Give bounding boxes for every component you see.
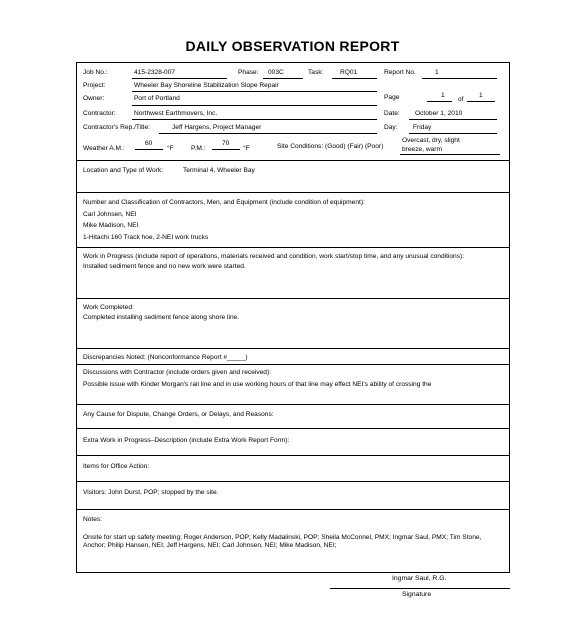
site-conditions-line1[interactable]: Overcast, dry, slight xyxy=(402,137,460,144)
day-label: Day: xyxy=(384,124,398,131)
work-in-progress-label: Work in Progress (include report of operations, materials received and condition, work start/stop time, and any unusual conditions): xyxy=(83,253,465,260)
weather-pm-unit: °F xyxy=(243,145,250,152)
signature-label: Signature xyxy=(402,591,432,598)
location-label: Location and Type of Work: xyxy=(83,167,164,174)
weather-am-label: Weather A.M.: xyxy=(83,145,125,152)
contractors-line-1[interactable]: Carl Johnsen, NEI xyxy=(83,211,137,218)
owner-label: Owner: xyxy=(83,95,105,102)
signature-line[interactable] xyxy=(330,588,510,589)
divider xyxy=(77,298,509,299)
day-underline xyxy=(409,133,497,134)
page-of-label: of xyxy=(458,96,464,103)
weather-pm-value[interactable]: 70 xyxy=(222,140,230,147)
project-value[interactable]: Wheeler Bay Shoreline Stabilization Slope Repair xyxy=(134,82,279,89)
location-value[interactable]: Terminal 4, Wheeler Bay xyxy=(183,167,255,174)
phase-label: Phase: xyxy=(238,69,259,76)
office-action-label: Items for Office Action: xyxy=(83,463,150,470)
report-no-underline xyxy=(422,78,497,79)
contractors-label: Number and Classification of Contractors, Men, and Equipment (include condition of equipment): xyxy=(83,199,365,206)
weather-am-underline xyxy=(135,149,163,150)
owner-value[interactable]: Port of Portland xyxy=(134,95,180,102)
report-no-label: Report No. xyxy=(384,69,416,76)
page-num-value[interactable]: 1 xyxy=(441,92,445,99)
divider xyxy=(77,192,509,193)
page-title: DAILY OBSERVATION REPORT xyxy=(185,38,400,54)
work-in-progress-value[interactable]: Installed sediment fence and no new work were started. xyxy=(83,263,246,270)
task-underline xyxy=(332,78,377,79)
divider xyxy=(77,348,509,349)
contractor-underline xyxy=(132,119,377,120)
notes-label: Notes: xyxy=(83,516,103,523)
day-value[interactable]: Friday xyxy=(413,124,432,131)
contractor-label: Contractor: xyxy=(83,110,116,117)
date-value[interactable]: October 1, 2010 xyxy=(415,110,463,117)
rep-underline xyxy=(159,133,377,134)
project-underline xyxy=(132,91,377,92)
weather-am-unit: °F xyxy=(167,145,174,152)
date-label: Date: xyxy=(384,110,400,117)
job-no-label: Job No.: xyxy=(83,69,108,76)
discussions-label: Discussions with Contractor (include orders given and received): xyxy=(83,369,272,376)
page-total-underline xyxy=(467,101,495,102)
discrepancies-label: Discrepancies Noted: (Nonconformance Report #_____) xyxy=(83,354,248,361)
page-label: Page xyxy=(384,94,400,101)
weather-am-value[interactable]: 60 xyxy=(145,140,153,147)
site-conditions-line2[interactable]: breeze, warm xyxy=(402,146,442,153)
phase-underline xyxy=(263,78,303,79)
site-conditions-label: Site Conditions: (Good) (Fair) (Poor) xyxy=(277,143,384,150)
date-underline xyxy=(409,119,497,120)
visitors-label: Visitors: John Durst, POP; stopped by the site. xyxy=(83,489,219,496)
rep-value[interactable]: Jeff Hargens, Project Manager xyxy=(172,124,262,131)
report-no-value[interactable]: 1 xyxy=(435,69,439,76)
work-completed-label: Work Completed: xyxy=(83,304,134,311)
rep-label: Contractor's Rep./Title: xyxy=(83,124,150,131)
extra-work-label: Extra Work in Progress–Description (include Extra Work Report Form): xyxy=(83,437,290,444)
work-completed-value[interactable]: Completed installing sediment fence along shore line. xyxy=(83,314,240,321)
divider xyxy=(77,481,509,482)
phase-value[interactable]: 003C xyxy=(268,69,284,76)
discussions-value[interactable]: Possible issue with Kinder Morgan's rail line and in use working hours of that line may effect NEI's ability of crossing the xyxy=(83,381,432,388)
owner-underline xyxy=(132,105,377,106)
page-num-underline xyxy=(427,101,452,102)
contractors-line-3[interactable]: 1-Hitachi 160 Track hoe, 2-NEI work trucks xyxy=(83,234,209,241)
observation-form xyxy=(76,62,510,573)
divider xyxy=(77,509,509,510)
contractors-line-2[interactable]: Mike Madison, NEI xyxy=(83,222,139,229)
divider xyxy=(77,404,509,405)
divider xyxy=(77,455,509,456)
divider xyxy=(77,247,509,248)
job-no-underline xyxy=(132,78,227,79)
weather-pm-underline xyxy=(212,149,240,150)
divider xyxy=(77,160,509,161)
weather-pm-label: P.M.: xyxy=(191,145,206,152)
signature-name: Ingmar Saul, R.G. xyxy=(392,575,447,582)
task-label: Task: xyxy=(308,69,324,76)
contractor-value[interactable]: Northwest Earthmovers, Inc. xyxy=(134,110,218,117)
page-total-value[interactable]: 1 xyxy=(479,92,483,99)
divider xyxy=(77,428,509,429)
notes-value[interactable]: Onsite for start up safety meeting; Roger Anderson, POP; Kelly Madalinski, POP; Sheila McConnel, PMX; Ingmar Saul, PMX; Tim Stone, Anchor; Philip Hansen, NEI; Jeff Hargens, NEI; Carl Johnsen, NEI; Mike Madison, NEI; xyxy=(83,534,482,549)
job-no-value[interactable]: 415-2328-007 xyxy=(134,69,176,76)
divider xyxy=(77,364,509,365)
task-value[interactable]: RQ01 xyxy=(340,69,358,76)
site-conditions-underline xyxy=(400,154,500,155)
project-label: Project: xyxy=(83,82,106,89)
dispute-label: Any Cause for Dispute, Change Orders, or Delays, and Reasons: xyxy=(83,411,274,418)
